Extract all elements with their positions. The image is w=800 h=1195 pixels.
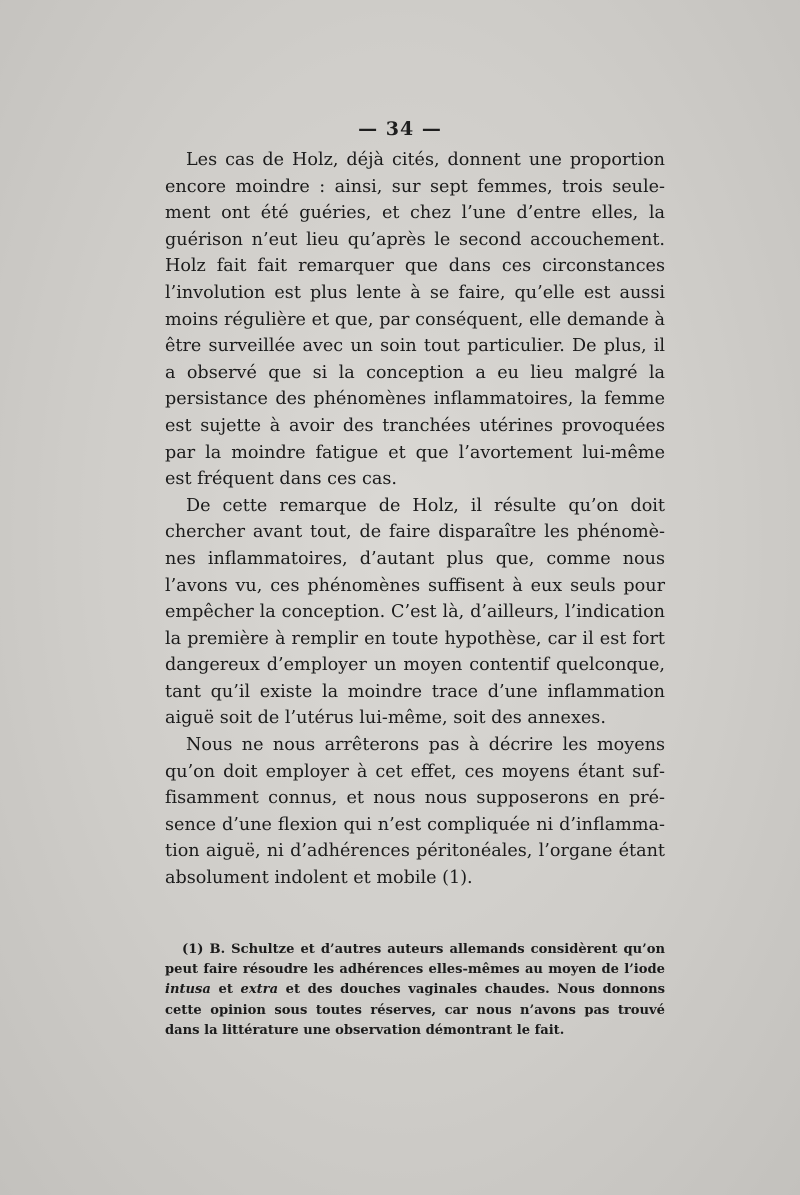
- footnote-italic-intusa: intusa: [165, 982, 211, 998]
- footnote-part-1: (1) B. Schultze et d’autres auteurs allemands considèrent qu’on peut faire résoudre les adhérences elles-mêmes au moyen de l’iode: [165, 942, 665, 978]
- paragraph-2: De cette remarque de Holz, il résulte qu’on doit chercher avant tout, de faire disparaître les phénomènes inflammatoires, d’autant plus que, comme nous l’avons vu, ces phénomènes suffisent à eux seuls pour empêcher la conception. C’est là, d’ailleurs, l’indication la première à remplir en toute hypothèse, car il est fort dangereux d’employer un moyen contentif quelconque, tant qu’il existe la moindre trace d’une inflammation aiguë soit de l’utérus lui-même, soit des annexes.: [165, 495, 665, 729]
- main-text: [165, 147, 665, 892]
- footnote: [165, 940, 665, 1041]
- footnote-text: [165, 940, 665, 1041]
- paragraph-1: Les cas de Holz, déjà cités, donnent une proportion encore moindre : ainsi, sur sept femmes, trois seulement ont été guéries, et chez l’une d’entre elles, la guérison n’eut lieu qu’après le second accouchement. Holz fait fait remarquer que dans ces circonstances l’involution est plus lente à se faire, qu’elle est aussi moins régulière et que, par conséquent, elle demande à être surveillée avec un soin tout particulier. De plus, il a observé que si la conception a eu lieu malgré la persistance des phénomènes inflammatoires, la femme est sujette à avoir des tranchées utérines provoquées par la moindre fatigue et que l’avortement lui-même est fréquent dans ces cas.: [165, 150, 665, 490]
- paragraph-3: Nous ne nous arrêterons pas à décrire les moyens qu’on doit employer à cet effet, ces moyens étant suffisamment connus, et nous nous supposerons en présence d’une flexion qui n’est compliquée ni d’inflammation aiguë, ni d’adhérences péritonéales, l’organe étant absolument indolent et mobile (1).: [165, 735, 665, 889]
- footnote-italic-extra: extra: [240, 982, 279, 998]
- footnote-part-3: et des douches vaginales chaudes. Nous donnons cette opinion sous toutes réserves, car nous n’avons pas trouvé dans la littérature une observation démontrant le fait.: [165, 982, 665, 1038]
- page-number: — 34 —: [358, 118, 442, 140]
- footnote-part-2: et: [210, 982, 241, 998]
